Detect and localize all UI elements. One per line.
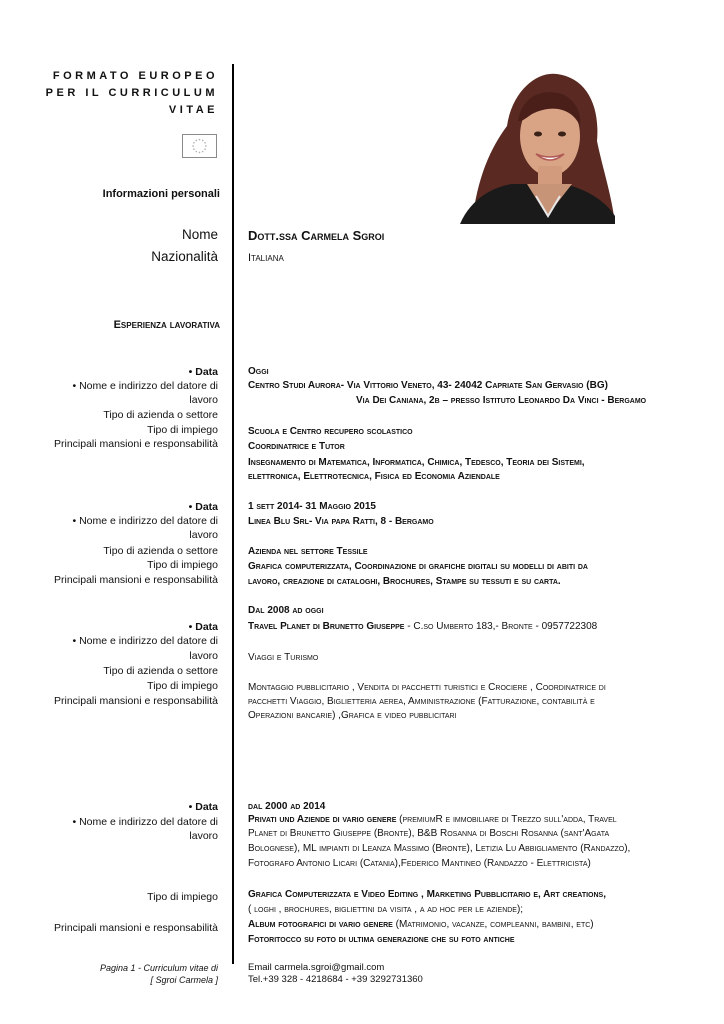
job3-job-type-label: Tipo di impiego xyxy=(147,680,218,692)
job2-company-type: Azienda nel settore Tessile xyxy=(248,546,368,557)
job4-employer: Privati und Aziende di vario genere (premiumR e immobiliare di Trezzo sull'adda, Travel xyxy=(248,814,617,825)
name-value: Dott.ssa Carmela Sgroi xyxy=(248,228,385,243)
eu-flag-icon xyxy=(182,134,217,158)
section-title-personal: Informazioni personali xyxy=(102,188,220,200)
job4-date-label: • Data xyxy=(188,801,218,813)
footer-contacts xyxy=(248,962,423,986)
job2-employer: Linea Blu Srl- Via papa Ratti, 8 - Bergamo xyxy=(248,516,434,527)
footer-phone: Tel.+39 328 - 4218684 - +39 3292731360 xyxy=(248,974,423,985)
job3-date: Dal 2008 ad oggi xyxy=(248,605,324,616)
footer-page-info xyxy=(30,962,218,986)
job3-employer-label: • Nome e indirizzo del datore di xyxy=(72,635,218,647)
job3-duties-label: Principali mansioni e responsabilità xyxy=(53,695,218,707)
title-line-1: FORMATO EUROPEO xyxy=(52,70,218,82)
job4-employer-4: Fotografo Antonio Licari (Catania),Federico Mantineo (Randazzo - Elettricista) xyxy=(248,858,591,869)
job3-employer: Travel Planet di Brunetto Giuseppe - C.so Umberto 183,- Bronte - 0957722308 xyxy=(248,621,598,632)
nationality-value: Italiana xyxy=(248,252,284,264)
job3-company-type-label: Tipo di azienda o settore xyxy=(103,665,218,677)
job2-date: 1 sett 2014- 31 Maggio 2015 xyxy=(248,501,376,512)
job1-date: Oggi xyxy=(248,366,269,377)
job2-date-label: • Data xyxy=(188,501,218,513)
job1-job-type-label: Tipo di impiego xyxy=(147,424,218,436)
job2-job-type-label: Tipo di impiego xyxy=(147,559,218,571)
job3-duties-3: Operazioni bancarie) ,Grafica e video pubblicitari xyxy=(248,710,457,721)
job4-job-type-2: ( loghi , brochures, bigliettini da visita , a ad hoc per le aziende); xyxy=(248,904,524,915)
job4-duties-label: Principali mansioni e responsabilità xyxy=(53,922,218,934)
job4-employer-label: • Nome e indirizzo del datore di xyxy=(72,816,218,828)
job1-employer-label-2: lavoro xyxy=(189,394,218,406)
job4-date: dal 2000 ad 2014 xyxy=(248,801,326,812)
cv-title xyxy=(30,68,218,119)
job1-duties: Insegnamento di Matematica, Informatica, Chimica, Tedesco, Teoria dei Sistemi, xyxy=(248,457,585,468)
job2-employer-label-2: lavoro xyxy=(189,529,218,541)
footer-page-line-2: [ Sgroi Carmela ] xyxy=(150,975,218,985)
profile-photo xyxy=(452,66,615,224)
job2-duties-label: Principali mansioni e responsabilità xyxy=(53,574,218,586)
job3-employer-label-2: lavoro xyxy=(189,650,218,662)
job1-duties-2: elettronica, Elettrotecnica, Fisica ed Economia Aziendale xyxy=(248,471,500,482)
job3-duties-2: pacchetti Viaggio, Biglietteria aerea, Amministrazione (Fatturazione, contabilità e xyxy=(248,696,595,707)
section-title-experience: Esperienza lavorativa xyxy=(113,319,220,331)
job1-employer-label: • Nome e indirizzo del datore di xyxy=(72,380,218,392)
job3-duties: Montaggio pubblicitario , Vendita di pacchetti turistici e Crociere , Coordinatrice di xyxy=(248,682,606,693)
job3-company-type: Viaggi e Turismo xyxy=(248,652,319,663)
job1-role: Coordinatrice e Tutor xyxy=(248,441,345,452)
job1-company-type-label: Tipo di azienda o settore xyxy=(103,409,218,421)
job4-employer-2: Planet di Brunetto Giuseppe (Bronte), B&B Rosanna di Boschi Rosanna (sant'Agata xyxy=(248,828,610,839)
job4-employer-label-2: lavoro xyxy=(189,830,218,842)
job1-employer: Centro Studi Aurora- Via Vittorio Veneto, 43- 24042 Capriate San Gervasio (BG) xyxy=(248,380,608,391)
title-line-3: VITAE xyxy=(168,104,218,116)
job2-duties: Grafica computerizzata, Coordinazione di grafiche digitali su modelli di abiti da xyxy=(248,561,588,572)
job2-company-type-label: Tipo di azienda o settore xyxy=(103,545,218,557)
job2-employer-label: • Nome e indirizzo del datore di xyxy=(72,515,218,527)
vertical-divider xyxy=(232,64,234,964)
job4-job-type-label: Tipo di impiego xyxy=(147,891,218,903)
nationality-label: Nazionalità xyxy=(151,249,218,264)
job2-duties-2: lavoro, creazione di cataloghi, Brochures, Stampe su tessuti e su carta. xyxy=(248,576,561,587)
footer-email: Email carmela.sgroi@gmail.com xyxy=(248,962,385,973)
job4-duties: Album fotografici di vario genere (Matrimonio, vacanze, compleanni, bambini, etc) xyxy=(248,919,594,930)
job4-duties-2: Fotoritocco su foto di ultima generazione che su foto antiche xyxy=(248,934,515,945)
job1-date-label: • Data xyxy=(188,366,218,378)
job1-employer-2: Via Dei Caniana, 2b – presso Istituto Leonardo Da Vinci - Bergamo xyxy=(356,395,647,406)
name-label: Nome xyxy=(181,227,218,242)
footer-page-line-1: Pagina 1 - Curriculum vitae di xyxy=(99,963,218,973)
job4-job-type: Grafica Computerizzata e Video Editing , Marketing Pubblicitario e, Art creations, xyxy=(248,889,606,900)
title-line-2: PER IL CURRICULUM xyxy=(45,87,218,99)
job1-type: Scuola e Centro recupero scolastico xyxy=(248,426,413,437)
job1-duties-label: Principali mansioni e responsabilità xyxy=(53,438,218,450)
job4-employer-3: Bolognese), ML impianti di Leanza Massimo (Bronte), Letizia Lu Abbigliamento (Randazzo), xyxy=(248,843,631,854)
job3-date-label: • Data xyxy=(188,621,218,633)
